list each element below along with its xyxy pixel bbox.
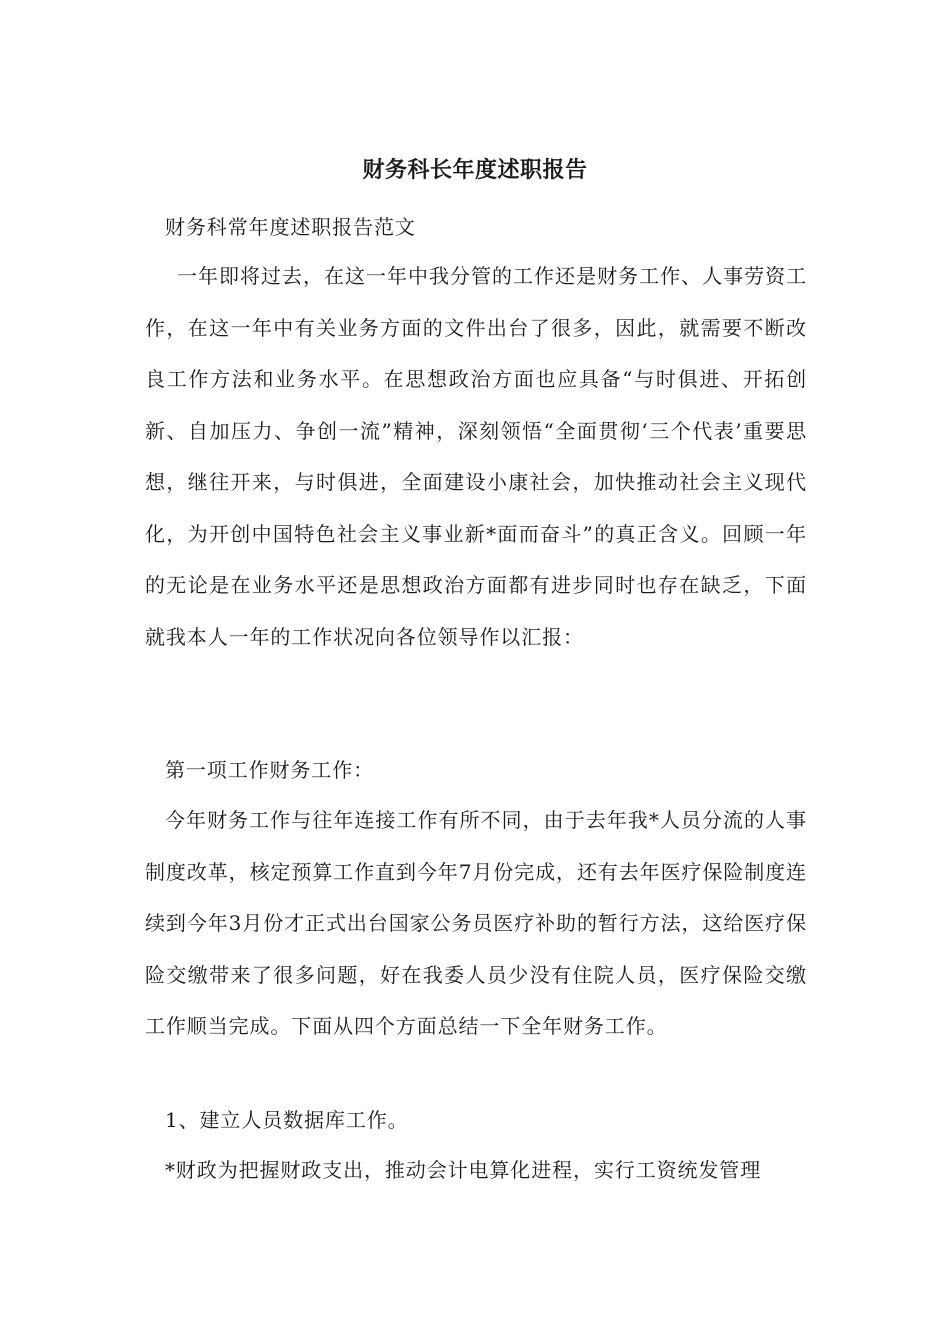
paragraph-database: *财政为把握财政支出，推动会计电算化进程，实行工资统发管理 [165,1158,762,1182]
paragraph-finance-work: 今年财务工作与往年连接工作有所不同，由于去年我*人员分流的人事制度改革，核定预算工作直到今年7月份完成，还有去年医疗保险制度连续到今年3月份才正式出台国家公务员医疗补助的暂行方法，这给医疗保险交缴带来了很多问题，好在我委人员少没有住院人员，医疗保险交缴工作顺当完成。下面从四个方面总结一下全年财务工作。 [145,808,807,1038]
document-title: 财务科长年度述职报告 [362,157,588,183]
section-heading-finance: 第一项工作财务工作： [165,758,374,782]
item-heading-database: 1、建立人员数据库工作。 [165,1108,409,1132]
document-subtitle: 财务科常年度述职报告范文 [165,215,416,239]
paragraph-intro: 一年即将过去，在这一年中我分管的工作还是财务工作、人事劳资工作，在这一年中有关业务方面的文件出台了很多，因此，就需要不断改良工作方法和业务水平。在思想政治方面也应具备“与时俱进、开拓创新、自加压力、争创一流”精神，深刻领悟“全面贯彻‘三个代表’重要思想，继往开来，与时俱进，全面建设小康社会，加快推动社会主义现代化，为开创中国特色社会主义事业新*面而奋斗”的真正含义。回顾一年的无论是在业务水平还是思想政治方面都有进步同时也存在缺乏，下面就我本人一年的工作状况向各位领导作以汇报： [145,264,807,649]
